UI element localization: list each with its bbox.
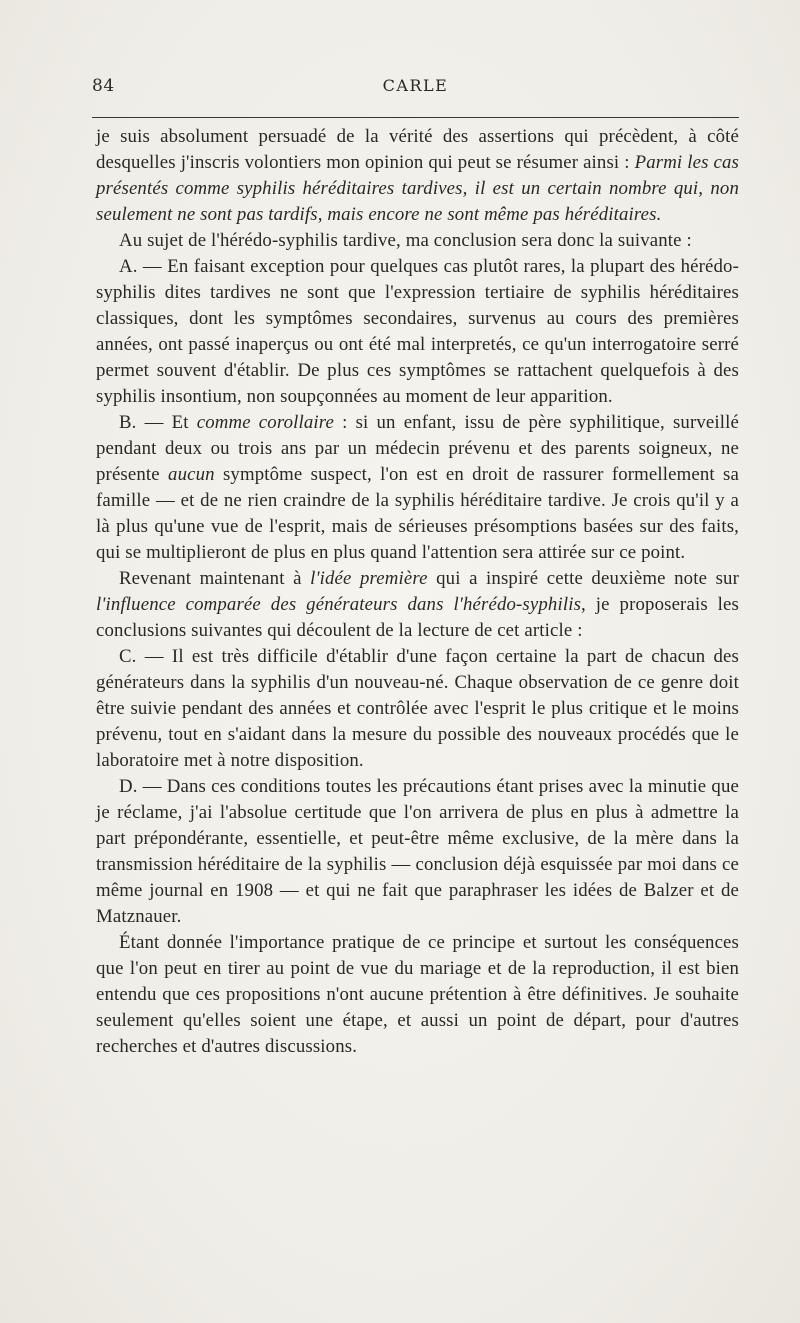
paragraph-text: qui a inspiré cette deuxième note sur — [427, 568, 739, 589]
paragraph-text: symptôme suspect, l'on est en droit de rassurer formellement sa famille — et de ne rien craindre de la syphilis héréditaire tardive. Je crois qu'il y a là plus qu'une vue de l'esprit, mais de sérieuses présomptions basées sur des faits, qui se multiplieront de plus en plus quand l'attention sera attirée sur ce point. — [96, 464, 739, 563]
running-head: CARLE — [382, 76, 449, 95]
italic-statement: Parmi les cas présentés comme syphilis héréditaires tardives, il est un certain nombre qui, non seulement ne sont pas tardifs, mais encore ne sont même pas héréditaires. — [96, 152, 739, 225]
page-header — [92, 76, 739, 100]
paragraph-text: : si un enfant, issu de père syphilitique, surveillé pendant deux ou trois ans par un médecin prévenu et des parents soigneux, ne présente — [96, 412, 739, 485]
italic-phrase: l'idée première — [310, 568, 428, 589]
paragraph-text: B. — Et — [119, 412, 197, 433]
paragraph-text: je suis absolument persuadé de la vérité des assertions qui précèdent, à côté desquelles j'inscris volontiers mon opinion qui peut se résumer ainsi : — [96, 126, 739, 173]
page-number: 84 — [92, 76, 115, 96]
italic-phrase: aucun — [168, 464, 215, 485]
paragraph-b — [96, 410, 739, 566]
paragraph-revenant — [96, 566, 739, 644]
paragraph-opening — [96, 124, 739, 228]
italic-phrase: l'influence comparée des générateurs dans l'hérédo-syphilis, — [96, 594, 586, 615]
body-text — [96, 124, 739, 1060]
paragraph-conclusion-intro: Au sujet de l'hérédo-syphilis tardive, ma conclusion sera donc la suivante : — [119, 230, 692, 251]
paragraph-text: je proposerais les conclusions suivantes qui découlent de la lecture de cet article : — [96, 594, 739, 641]
italic-phrase: comme corollaire — [196, 412, 335, 433]
paragraph-c: C. — Il est très difficile d'établir d'une façon certaine la part de chacun des générateurs dans la syphilis d'un nouveau-né. Chaque observation de ce genre doit être suivie pendant des années et contrôlée avec l'esprit le plus critique et le moins prévenu, tout en s'aidant dans la mesure du possible des nouveaux procédés que le laboratoire met à notre disposition. — [96, 646, 739, 771]
paragraph-final: Étant donnée l'importance pratique de ce principe et surtout les conséquences que l'on peut en tirer au point de vue du mariage et de la reproduction, il est bien entendu que ces propositions n'ont aucune prétention à être définitives. Je souhaite seulement qu'elles soient une étape, et aussi un point de départ, pour d'autres recherches et d'autres discussions. — [96, 932, 739, 1057]
header-rule — [92, 117, 739, 118]
paragraph-a: A. — En faisant exception pour quelques cas plutôt rares, la plupart des hérédo-syphilis dites tardives ne sont que l'expression tertiaire de syphilis héréditaires classiques, dont les symptômes secondaires, survenus au cours des premières années, ont passé inaperçus ou ont été mal interpretés, ce qu'un interrogatoire serré permet souvent d'établir. De plus ces symptômes se rattachent quelquefois à des syphilis insontium, non soupçonnées au moment de leur apparition. — [96, 256, 739, 407]
paragraph-d: D. — Dans ces conditions toutes les précautions étant prises avec la minutie que je réclame, j'ai l'absolue certitude que l'on arrivera de plus en plus à admettre la part prépondérante, essentielle, et peut-être même exclusive, de la mère dans la transmission héréditaire de la syphilis — conclusion déjà esquissée par moi dans ce même journal en 1908 — et qui ne fait que paraphraser les idées de Balzer et de Matznauer. — [96, 776, 739, 927]
paragraph-text: Revenant maintenant à — [119, 568, 311, 589]
